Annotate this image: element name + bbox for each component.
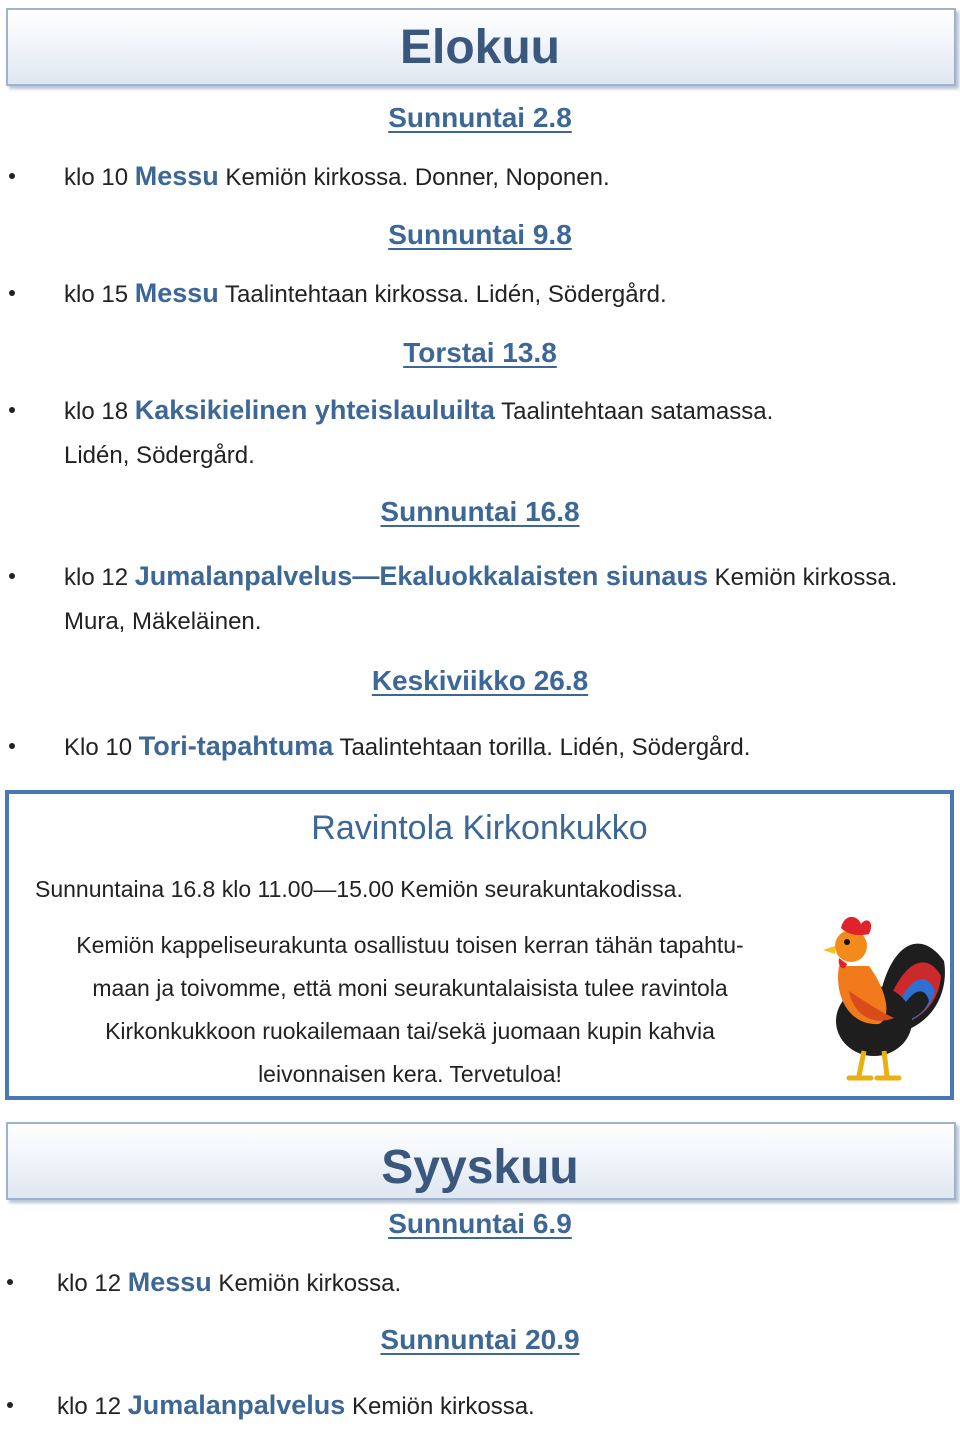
day-heading: Sunnuntai 20.9 bbox=[380, 1324, 580, 1355]
restaurant-box bbox=[5, 790, 954, 1100]
event-item: klo 12 Messu Kemiön kirkossa. bbox=[57, 1260, 950, 1306]
day-heading: Keskiviikko 26.8 bbox=[371, 665, 589, 696]
day-heading: Torstai 13.8 bbox=[403, 337, 557, 368]
month-title-september: Syyskuu bbox=[381, 1141, 579, 1194]
day-heading: Sunnuntai 9.8 bbox=[388, 219, 572, 250]
day-heading: Sunnuntai 2.8 bbox=[388, 102, 572, 133]
rooster-icon bbox=[809, 906, 949, 1086]
event-item: klo 18 Kaksikielinen yhteislauluilta Taalintehtaan satamassa. Lidén, Södergård. bbox=[64, 388, 950, 478]
event-item: klo 15 Messu Taalintehtaan kirkossa. Lidén, Södergård. bbox=[64, 271, 950, 317]
restaurant-title: Ravintola Kirkonkukko bbox=[311, 809, 648, 847]
restaurant-description: Kemiön kappeliseurakunta osallistuu toisen kerran tähän tapahtu- maan ja toivomme, että moni seurakuntalaisista tulee ravintola Kirkonkukkoon ruokailemaan tai/sekä juomaan kupin kahvia leivonnaisen kera. Tervetuloa! bbox=[76, 932, 744, 1087]
day-heading: Sunnuntai 16.8 bbox=[380, 496, 580, 527]
event-item: klo 10 Messu Kemiön kirkossa. Donner, Noponen. bbox=[64, 154, 950, 200]
day-heading: Sunnuntai 6.9 bbox=[388, 1208, 572, 1239]
month-title-august: Elokuu bbox=[399, 21, 560, 74]
event-item: Klo 10 Tori-tapahtuma Taalintehtaan torilla. Lidén, Södergård. bbox=[64, 724, 950, 770]
event-item: klo 12 Jumalanpalvelus Kemiön kirkossa. bbox=[57, 1383, 950, 1429]
event-item: klo 12 Jumalanpalvelus—Ekaluokkalaisten siunaus Kemiön kirkossa. Mura, Mäkeläinen. bbox=[64, 554, 950, 644]
restaurant-hours: Sunnuntaina 16.8 klo 11.00—15.00 Kemiön seurakuntakodissa. bbox=[35, 876, 683, 902]
